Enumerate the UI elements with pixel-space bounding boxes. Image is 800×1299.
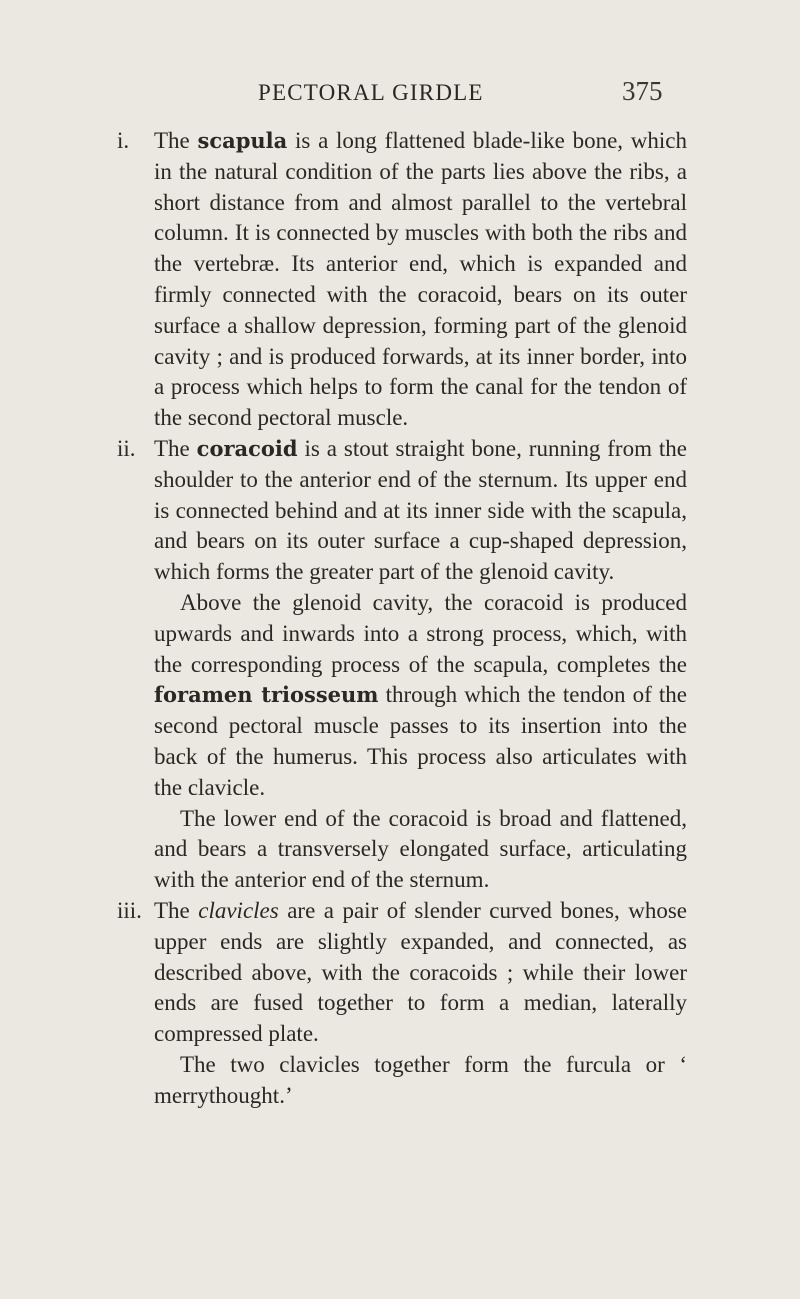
text-run: The: [154, 435, 197, 461]
term-foramen-triosseum: foramen triosseum: [154, 682, 379, 708]
text-run: The two clavicles together form the furcula or ‘ merrythought.’: [154, 1051, 687, 1108]
section-numeral: iii.: [117, 897, 142, 923]
paragraph: [154, 1050, 687, 1112]
paragraph: [154, 804, 687, 896]
paragraph: [154, 588, 687, 804]
paragraph: [154, 126, 687, 434]
section-scapula: [117, 126, 687, 434]
section-clavicles: [117, 896, 687, 1112]
paragraph: [154, 896, 687, 1050]
term-coracoid: coracoid: [196, 435, 298, 461]
paragraph: [154, 434, 687, 588]
text-run: are a pair of slender curved bones, whose upper ends are slightly expanded, and connected, as described above, with the coracoids ; while their lower ends are fused together to form a median, laterally compressed plate.: [154, 897, 687, 1047]
section-numeral: ii.: [117, 435, 136, 461]
text-run: The lower end of the coracoid is broad and flattened, and bears a transversely elongated surface, articulating with the anterior end of the sternum.: [154, 805, 687, 893]
term-scapula: scapula: [197, 128, 288, 153]
page-number: 375: [622, 76, 663, 106]
page-header: [0, 74, 800, 114]
text-run: Above the glenoid cavity, the coracoid is produced upwards and inwards into a strong process, which, with the corresponding process of the scapula, completes the: [154, 589, 687, 677]
text-run: is a long flattened blade-like bone, which in the natural condition of the parts lies above the ribs, a short distance from and almost parallel to the vertebral column. It is connected by muscles with both the ribs and the vertebræ. Its anterior end, which is expanded and firmly connected with the coracoid, bears on its outer surface a shallow depression, forming part of the glenoid cavity ; and is produced forwards, at its inner border, into a process which helps to form the canal for the tendon of the second pectoral muscle.: [154, 128, 687, 431]
text-run: The: [154, 128, 198, 153]
text-run: through which the tendon of the second pectoral muscle passes to its insertion into the back of the humerus. This process also articulates with the clavicle.: [154, 682, 687, 800]
text-run: is a stout straight bone, running from the shoulder to the anterior end of the sternum. Its upper end is connected behind and at its inner side with the scapula, and bears on its outer surface a cup-shaped depression, which forms the greater part of the glenoid cavity.: [154, 435, 687, 585]
section-coracoid: [117, 434, 687, 896]
running-head: PECTORAL GIRDLE: [258, 80, 484, 105]
text-run: The: [154, 897, 199, 923]
term-clavicles: clavicles: [198, 897, 279, 923]
body-text: [117, 126, 687, 1112]
section-numeral: i.: [117, 128, 130, 153]
